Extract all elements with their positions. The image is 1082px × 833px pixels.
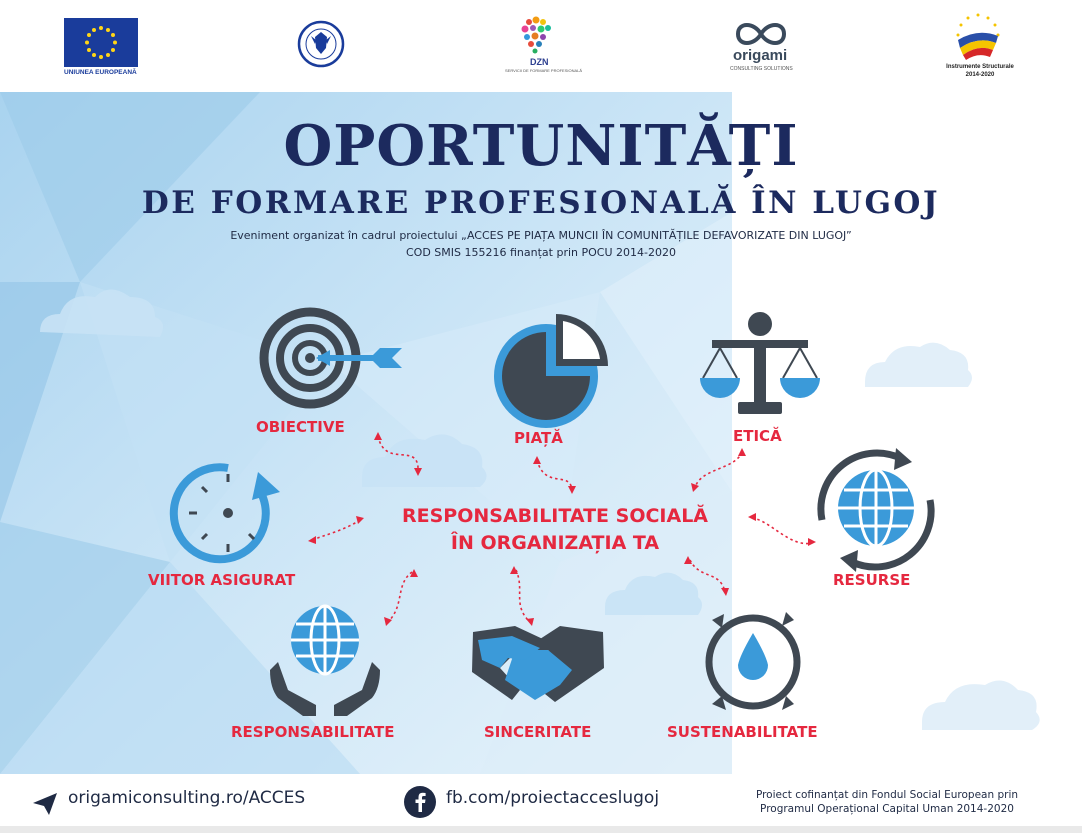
center-heading-line1: RESPONSABILITATE SOCIALĂ [401,505,709,527]
facebook-link[interactable]: fb.com/proiectacceslugoj [446,788,660,808]
origami-sublabel: CONSULTING SOLUTIONS [730,66,793,72]
is-label: Instrumente Structurale [946,64,1014,70]
label-secured-future: VIITOR ASIGURAT [148,571,296,589]
dzn-sublabel: SERVICII DE FORMARE PROFESIONALĂ [505,68,583,73]
funding-line1: Proiect cofinanțat din Fondul Social European prin [755,789,1019,801]
scales-icon [700,312,820,414]
center-heading-line2: ÎN ORGANIZAȚIA TA [450,532,660,554]
label-resources: RESURSE [833,571,911,589]
event-description: Eveniment organizat în cadrul proiectului „ACCES PE PIAȚA MUNCII ÎN COMUNITĂȚILE DEFAVORIZATE DIN LUGOJ” [230,229,852,242]
send-arrow-icon [31,791,59,817]
label-objective: OBIECTIVE [256,418,345,436]
label-responsibility: RESPONSABILITATE [231,723,395,741]
page-title: OPORTUNITĂȚI [283,113,799,179]
funding-line2: Programul Operațional Capital Uman 2014-2020 [760,803,1014,815]
bottom-strip [0,826,1082,833]
hands-globe-icon [270,606,380,716]
water-drop-cycle-icon [709,612,797,710]
facebook-icon [404,786,436,818]
eu-label: UNIUNEA EUROPEANĂ [64,69,137,76]
website-link[interactable]: origamiconsulting.ro/ACCES [68,788,306,808]
target-icon [264,312,402,404]
label-sincerity: SINCERITATE [484,723,592,741]
clock-arrow-icon [174,467,280,559]
center-heading [380,503,730,557]
handshake-icon [472,626,604,702]
label-market: PIAȚĂ [514,429,563,447]
globe-cycle-icon [821,448,931,572]
label-ethics: ETICĂ [733,427,782,445]
project-code: COD SMIS 155216 finanțat prin POCU 2014-2020 [406,246,676,259]
page-subtitle: DE FORMARE PROFESIONALĂ ÎN LUGOJ [141,185,941,221]
dzn-label: DZN [530,57,549,67]
label-sustainability: SUSTENABILITATE [667,723,818,741]
origami-label: origami [733,47,788,64]
pie-chart-icon [494,314,608,428]
funding-note [710,788,1064,816]
is-years: 2014-2020 [965,72,995,78]
